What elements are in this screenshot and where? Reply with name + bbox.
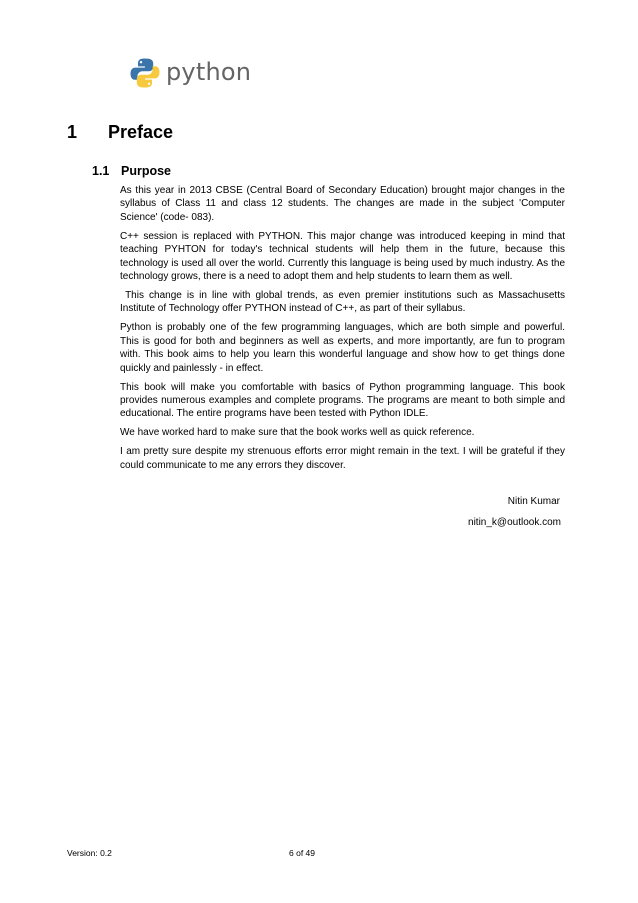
paragraph: This change is in line with global trends, as even premier institutions such as Massachusetts Institute of Technology offer PYTHON instead of C++, as part of their syllabus. [120, 290, 568, 315]
preface-body [120, 184, 568, 478]
logo-wordmark: python [166, 58, 252, 86]
footer-page-number: 6 of 49 [289, 848, 315, 858]
paragraph: Python is probably one of the few programming languages, which are both simple and powerful. This is good for both and beginners as well as experts, and more importantly, are fun to program with. This book aims to help you learn this wonderful language and show how to get things done quickly and painlessly - in effect. [120, 322, 565, 374]
python-snake-icon [129, 57, 161, 89]
python-logo [129, 55, 251, 91]
author-email: nitin_k@outlook.com [468, 517, 561, 528]
paragraph: We have worked hard to make sure that the book works well as quick reference. [120, 427, 475, 439]
paragraph: C++ session is replaced with PYTHON. This major change was introduced keeping in mind that teaching PYHTON for today's technical students will help them in the future, because this technology is used all over the world. Currently this language is being used by much industry. As the technology grows, there is a need to adopt them and help students to learn them as well. [120, 230, 565, 283]
paragraph: I am pretty sure despite my strenuous efforts error might remain in the text. I will be grateful if they could communicate to me any errors they discover. [120, 446, 565, 471]
chapter-number: 1 [67, 122, 78, 142]
author-name: Nitin Kumar [507, 496, 560, 507]
section-title: Purpose [121, 164, 172, 178]
paragraph: As this year in 2013 CBSE (Central Board of Secondary Education) brought major changes in the syllabus of Class 11 and class 12 students. The changes are made in the subject 'Computer Science' (code- 083). [120, 185, 565, 223]
section-number: 1.1 [92, 164, 110, 178]
footer-version: Version: 0.2 [67, 848, 112, 858]
chapter-title: Preface [108, 122, 174, 142]
paragraph: This book will make you comfortable with basics of Python programming language. This book provides numerous examples and complete programs. The programs are meant to both simple and educational. The entire programs have been tested with Python IDLE. [120, 381, 565, 420]
